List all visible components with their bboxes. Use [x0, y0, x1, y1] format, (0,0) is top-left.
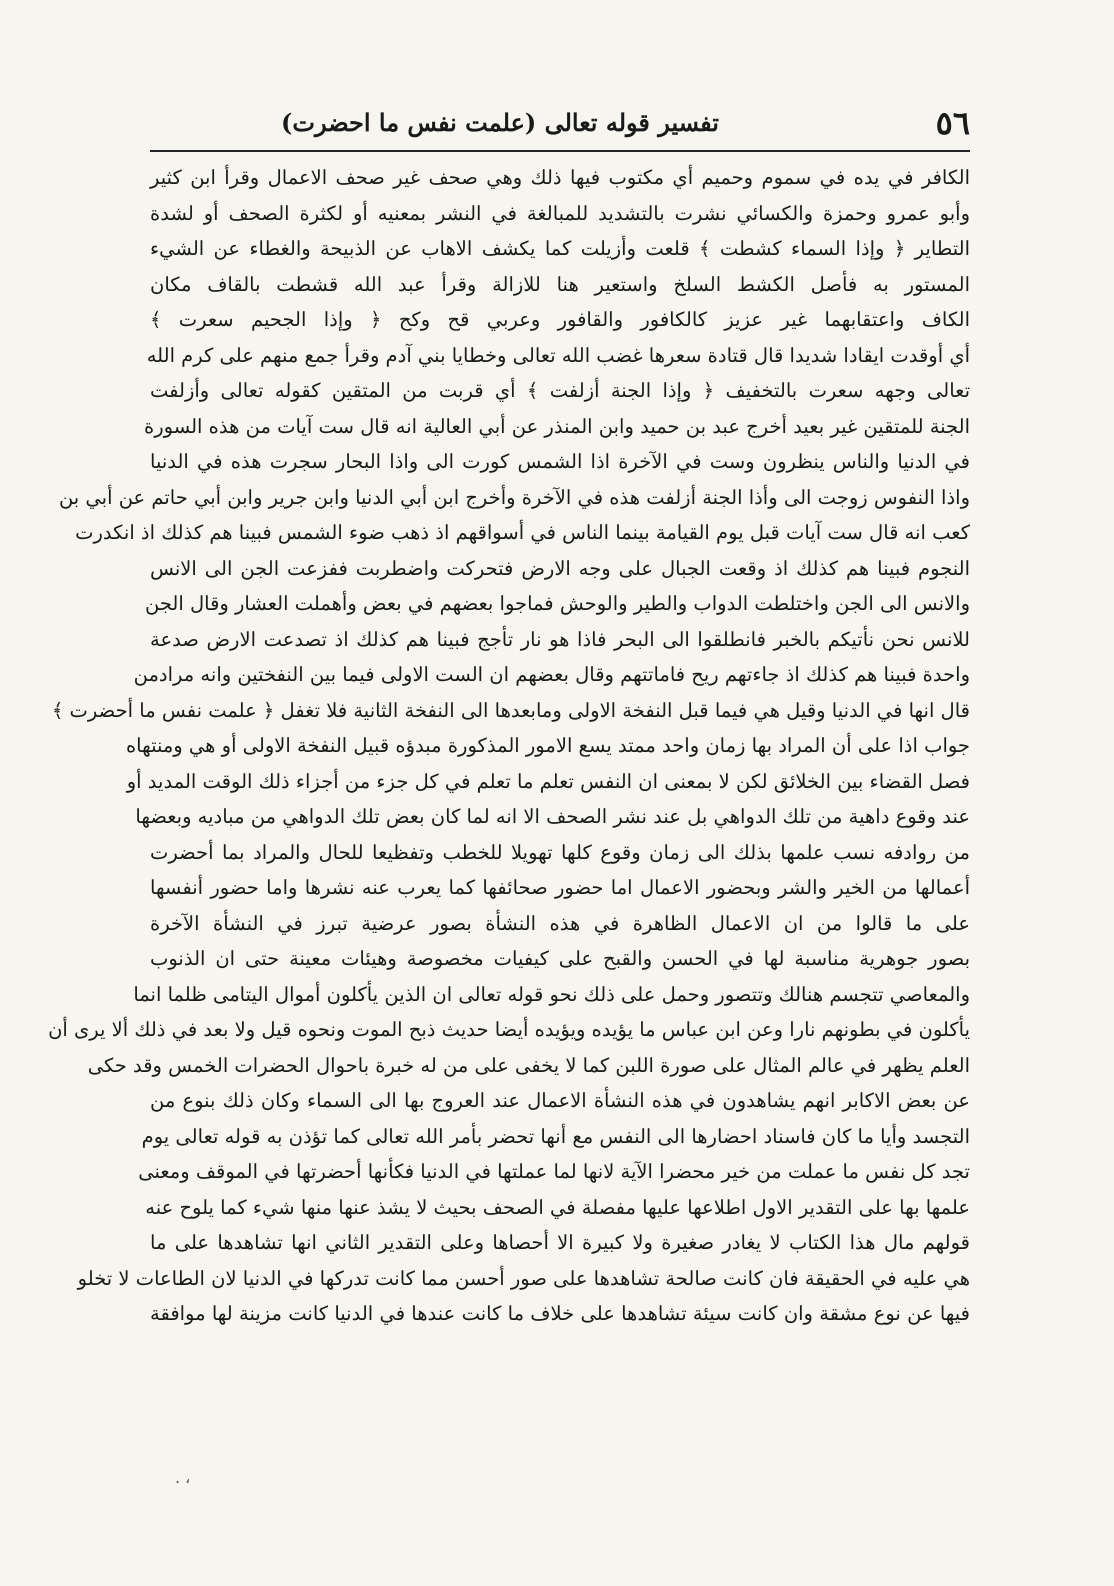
text-line: النجوم فبينا هم كذلك اذ وقعت الجبال على وجه الارض فتحركت واضطربت ففزعت الجن الى الانس [150, 556, 970, 580]
text-line: بصور جوهرية مناسبة لها في الحسن والقبح على كيفيات مخصوصة وهيئات معينة حتى ان الذنوب [150, 947, 970, 970]
text-line: عند وقوع داهية من تلك الدواهي بل عند نشر الصحف الا انه لما كان بعض تلك الدواهي من مباديه وبعضها [135, 805, 970, 828]
text-line: أعمالها من الخير والشر وبحضور الاعمال اما حضور صحائفها كما يعرب عنه نشرها واما حضور أنفسها [150, 876, 970, 899]
text-line: للانس نحن نأتيكم بالخبر فانطلقوا الى البحر فاذا هو نار تأجج فبينا هم كذلك اذ تصدعت الارض صدعة [150, 627, 970, 651]
text-line: الكاف واعتقابهما غير عزيز كالكافور والقافور وعربي قح وكح ﴿ وإذا الجحيم سعرت ﴾ [150, 308, 970, 331]
text-line: علمها بها على التقدير الاول اطلاعها عليها مفصلة في الصحف بحيث لا يشذ عنها منها شيء كما يلوح عنه [145, 1195, 970, 1219]
text-line: من روادفه نسب علمها بذلك الى زمان وقوع كلها تهويلا للخطب وتفظيعا للحال والمراد بما أحضرت [150, 840, 970, 864]
text-line: العلم يظهر في عالم المثال على صورة اللبن كما لا يخفى على من له خبرة باحوال الحضرات الخمس وقد حكى [87, 1053, 970, 1077]
text-line: واذا النفوس زوجت الى وأذا الجنة أزلفت هذه في الآخرة وأخرج ابن أبي الدنيا وابن جرير وابن أبي حاتم عن أبي بن [58, 485, 970, 509]
text-line: قولهم مال هذا الكتاب لا يغادر صغيرة ولا كبيرة الا أحصاها وعلى التقدير الثاني انها تشاهدها على ما [150, 1231, 970, 1254]
text-line: والانس الى الجن واختلطت الدواب والطير والوحش فماجوا بعضهم في بعض وأهملت العشار وقال الجن [144, 592, 970, 615]
page-header [150, 100, 970, 144]
text-line: يأكلون في بطونهم نارا وعن ابن عباس ما يؤيده ويؤيده أيضا حديث ذبح الموت ونحوه قيل ولا بعد في ذلك ألا يرى أن [48, 1018, 970, 1041]
text-line: في الدنيا والناس ينظرون وست في الآخرة اذا الشمس كورت الى واذا البحار سجرت هذه في الدنيا [150, 450, 970, 473]
text-line: هي عليه في الحقيقة فان كانت صالحة تشاهدها على صور أحسن مما كانت تدركها في الدنيا لان الطاعات لا تخلو [77, 1266, 970, 1290]
text-line: الكافر في يده في سموم وحميم أي مكتوب فيها ذلك وهي صحف غير صحف الاعمال وقرأ ابن كثير [150, 166, 970, 189]
text-line: عن بعض الاكابر انهم يشاهدون في هذه النشأة الاعمال عند العروج بها الى السماء وكان ذلك بنوع من [150, 1089, 970, 1112]
text-line: وأبو عمرو وحمزة والكسائي نشرت بالتشديد للمبالغة في النشر بمعنيه أو لكثرة الصحف أو لشدة [150, 201, 970, 225]
text-line: المستور به فأصل الكشط السلخ واستعير هنا للازالة وقرأ عبد الله قشطت بالقاف مكان [150, 272, 970, 296]
text-line: واحدة فبينا هم كذلك اذ جاءتهم ريح فاماتتهم وقال بعضهم ان الست الاولى فيما بين النفختين وانه مرادمن [133, 663, 970, 686]
text-line: تعالى وجهه سعرت بالتخفيف ﴿ وإذا الجنة أزلفت ﴾ أي قربت من المتقين كقوله تعالى وأزلفت [150, 379, 970, 402]
text-line: قال انها في الدنيا وقيل هي فيما قبل النفخة الاولى ومابعدها الى النفخة الثانية فلا تغفل ﴿ علمت نفس ما أحضرت ﴾ [51, 698, 970, 722]
running-title: تفسير قوله تعالى (علمت نفس ما احضرت) [281, 108, 719, 137]
text-line: جواب اذا على أن المراد بها زمان واحد ممتد يسع الامور المذكورة مبدؤه قبيل النفخة الاولى أو هي ومنتهاه [125, 734, 970, 757]
text-line: والمعاصي تتجسم هنالك وتتصور وحمل على ذلك نحو قوله تعالى ان الذين يأكلون أموال اليتامى ظلما انما [133, 982, 970, 1006]
text-line: تجد كل نفس ما عملت من خير محضرا الآية لانها لما عملتها في الدنيا فكأنها أحضرتها في الموقف ومعنى [138, 1160, 970, 1183]
page-number: ٥٦ [935, 104, 970, 142]
header-rule [150, 150, 970, 152]
text-line: الجنة للمتقين غير بعيد أخرج عبد بن حميد وابن المنذر عن أبي العالية انه قال ست آيات من هذه السورة [144, 414, 970, 438]
text-line: فيها عن نوع مشقة وان كانت سيئة تشاهدها على خلاف ما كانت عندها في الدنيا كانت مزينة لها موافقة [150, 1302, 970, 1325]
text-line: كعب انه قال ست آيات قبل يوم القيامة بينما الناس في أسواقهم اذ ذهب ضوء الشمس فبينا هم كذلك اذ انكدرت [75, 521, 970, 544]
text-line: التجسد وأيا ما كان فاسناد احضارها الى النفس مع أنها تحضر بأمر الله تعالى كما تؤذن به قوله تعالى يوم [141, 1124, 970, 1148]
text-line: أي أوقدت ايقادا شديدا قال قتادة سعرها غضب الله تعالى وخطايا بني آدم وقرأ جمع منهم على كرم الله [146, 343, 970, 367]
text-line: التطاير ﴿ وإذا السماء كشطت ﴾ قلعت وأزيلت كما يكشف الاهاب عن الذبيحة والغطاء عن الشيء [150, 237, 970, 260]
footer-marks: . ، [175, 1468, 191, 1487]
body-text [48, 160, 970, 1480]
text-line: على ما قالوا من ان الاعمال الظاهرة في هذه النشأة بصور عرضية تبرز في النشأة الآخرة [150, 911, 970, 935]
text-line: فصل القضاء بين الخلائق لكن لا بمعنى ان النفس تعلم ما تعلم في كل جزء من أجزاء ذلك الوقت المديد أو [126, 769, 970, 793]
